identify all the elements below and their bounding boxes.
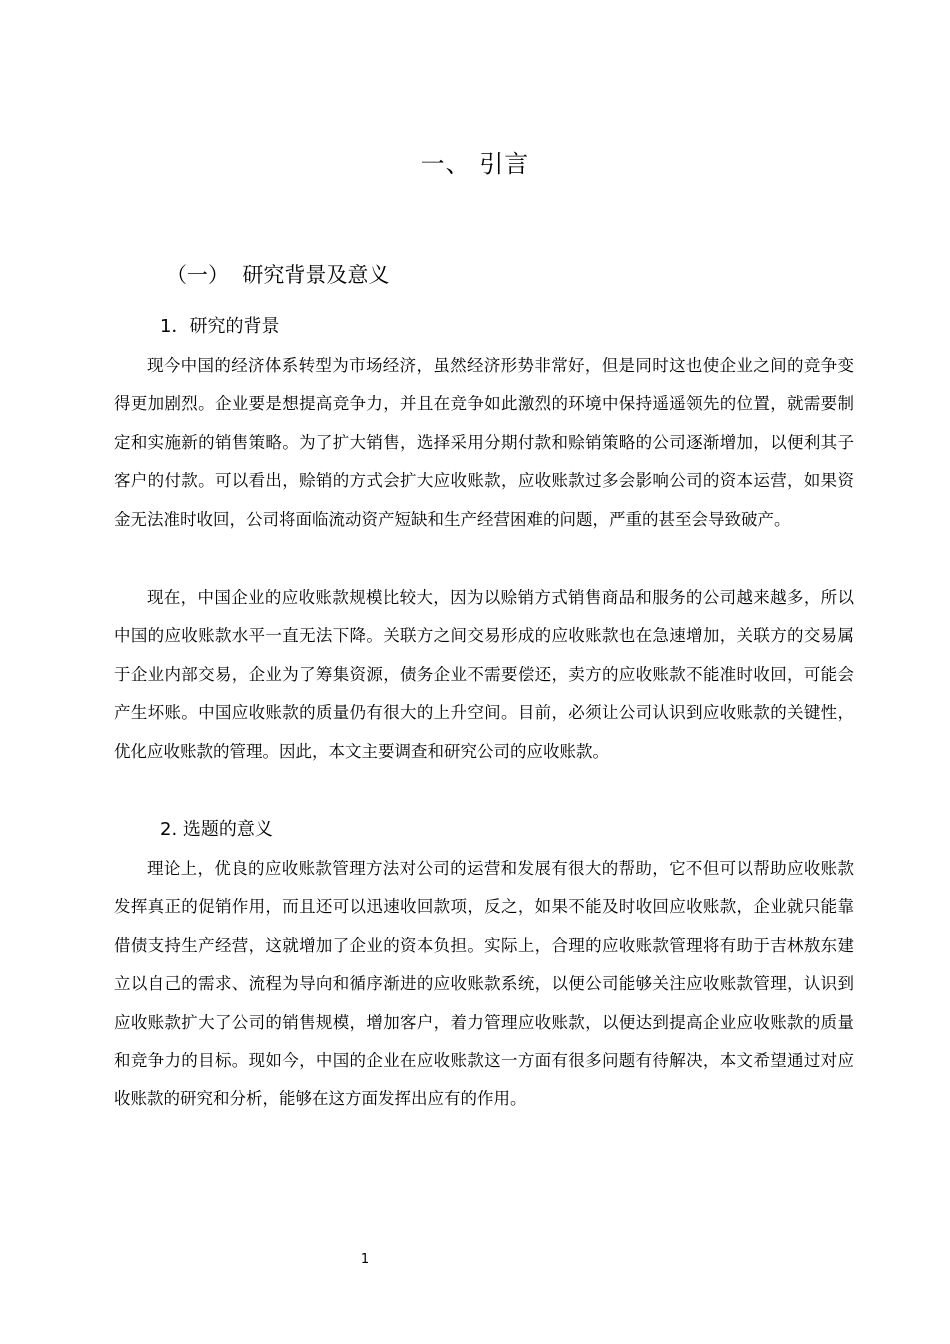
paragraph-significance-1: 理论上，优良的应收账款管理方法对公司的运营和发展有很大的帮助，它不但可以帮助应收账款发挥真正的促销作用，而且还可以迅速收回款项，反之，如果不能及时收回应收账款，企业就只能靠借债支持生产经营，这就增加了企业的资本负担。实际上，合理的应收账款管理将有助于吉林敖东建立以自己的需求、流程为导向和循序渐进的应收账款系统，以便公司能够关注应收账款管理，认识到应收账款扩大了公司的销售规模，增加客户，着力管理应收账款，以便达到提高企业应收账款的质量和竞争力的目标。现如今，中国的企业在应收账款这一方面有很多问题有待解决，本文希望通过对应收账款的研究和分析，能够在这方面发挥出应有的作用。 xyxy=(114,859,854,1109)
subsection-heading-background: 1．研究的背景 xyxy=(160,316,280,337)
chapter-title: 一、 引言 xyxy=(420,150,530,178)
paragraph-background-2: 现在，中国企业的应收账款规模比较大，因为以赊销方式销售商品和服务的公司越来越多，所以中国的应收账款水平一直无法下降。关联方之间交易形成的应收账款也在急速增加，关联方的交易属于企业内部交易，企业为了筹集资源，债务企业不需要偿还，卖方的应收账款不能准时收回，可能会产生坏账。中国应收账款的质量仍有很大的上升空间。目前，必须让公司认识到应收账款的关键性，优化应收账款的管理。因此，本文主要调查和研究公司的应收账款。 xyxy=(114,588,854,761)
paragraph-background-1: 现今中国的经济体系转型为市场经济，虽然经济形势非常好，但是同时这也使企业之间的竞争变得更加剧烈。企业要是想提高竞争力，并且在竞争如此激烈的环境中保持遥遥领先的位置，就需要制定和实施新的销售策略。为了扩大销售，选择采用分期付款和赊销策略的公司逐渐增加，以便利其子客户的付款。可以看出，赊销的方式会扩大应收账款，应收账款过多会影响公司的资本运营，如果资金无法准时收回，公司将面临流动资产短缺和生产经营困难的问题，严重的甚至会导致破产。 xyxy=(114,356,854,529)
subsection-heading-significance: 2. 选题的意义 xyxy=(160,819,273,840)
section-heading: （一） 研究背景及意义 xyxy=(166,263,390,287)
page-number: 1 xyxy=(360,1252,370,1267)
